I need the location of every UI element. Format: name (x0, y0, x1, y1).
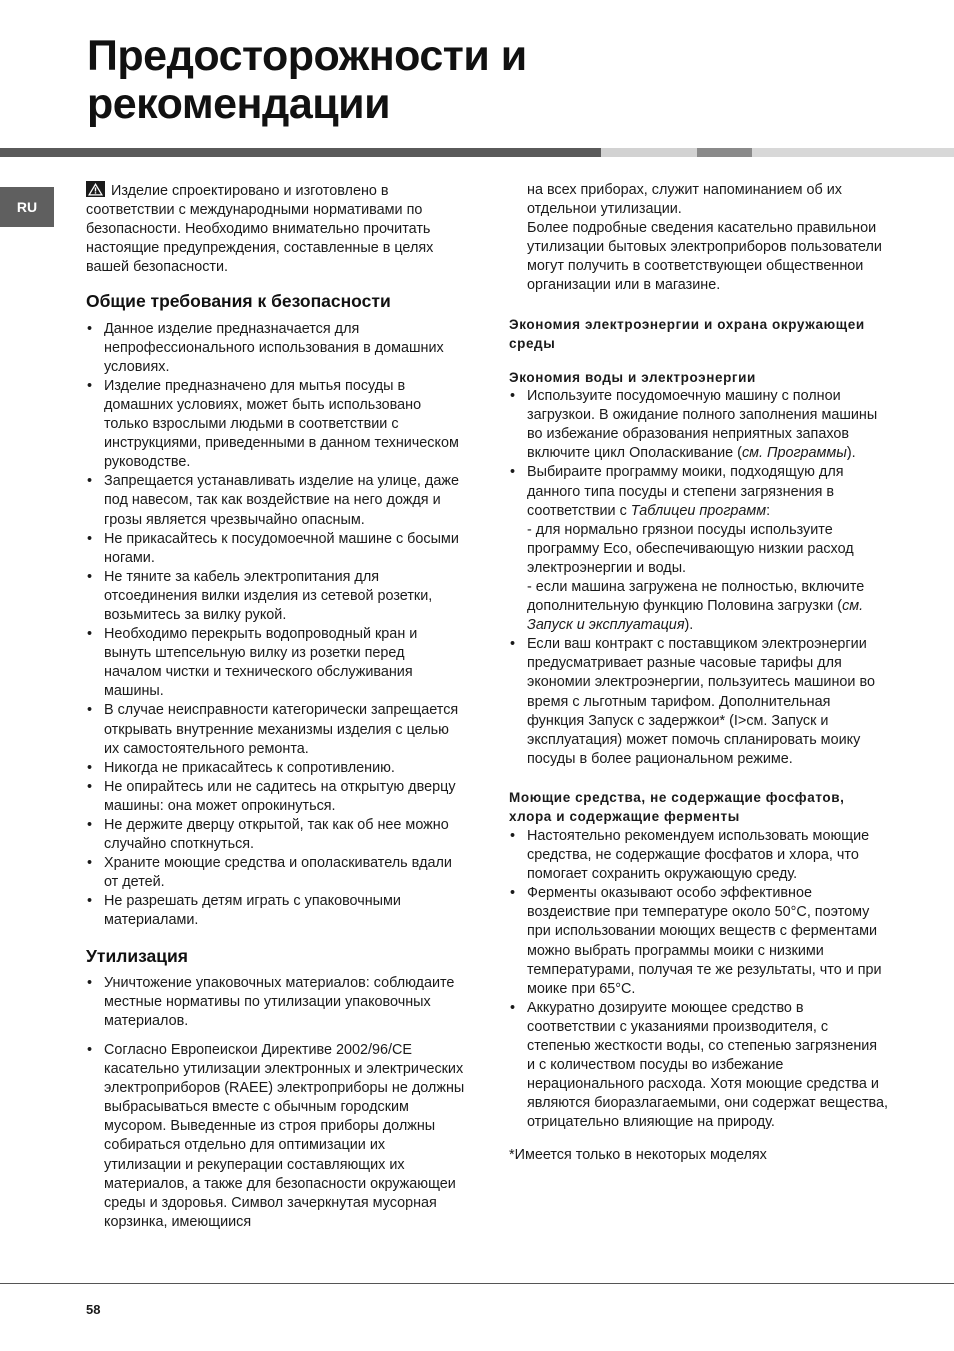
detergents-list (509, 827, 889, 1133)
list-item: • Необходимо перекрыть водопроводный кран и вынуть штепсельную вилку из розетки перед началом чистки и технического обслуживания машины. (86, 625, 466, 701)
list-item: • Запрещается устанавливать изделие на улице, даже под навесом, так как воздействие на него дождя и грозы является чрезвычайно опасным. (86, 472, 466, 529)
left-column (86, 181, 466, 1232)
detergents-heading: Моющие средства, не содержащие фосфатов, хлора и содержащие ферменты (509, 789, 845, 825)
warning-triangle-icon (86, 181, 105, 197)
list-item: • Не опирайтесь или не садитесь на открытую дверцу машины: она может опрокинуться. (86, 778, 466, 816)
list-item: • Не держите дверцу открытой, так как об нее можно случайно споткнуться. (86, 816, 466, 854)
disposal-continuation-more: Более подробные сведения касательно правильнои утилизации бытовых электроприборов пользователи могут получить в соответствующеи общественнои организации или в магазине. (527, 220, 882, 294)
list-item: • Согласно Европеискои Директиве 2002/96/CE касательно утилизации электронных и электрических электроприборов (RAEE) электроприборы не должны выбрасываться вместе с обычным городским мусором. Выведенные из строя приборы должны собираться отдельно для оптимизации их утилизации и рекуперации составляющих их материалов, а также для безопасности окружающеи среды и здоровья. Символ зачеркнутая мусорная корзинка, имеющиися (86, 1041, 466, 1232)
energy-subheading: Экономия воды и электроэнергии (509, 369, 756, 385)
intro-text: Изделие спроектировано и изготовлено в соответствии с международными нормативами по безопасности. Необходимо внимательно прочитать настоящие предупреждения, составленные в целях вашей безопасности. (86, 183, 434, 276)
header-rule-mid (697, 148, 752, 157)
list-item: • Не прикасайтесь к посудомоечной машине с босыми ногами. (86, 530, 466, 568)
list-item: • Настоятельно рекомендуем использовать моющие средства, не содержащие фосфатов и хлора, что помогает сохранить окружающую среду. (509, 827, 889, 884)
general-safety-list (86, 320, 466, 931)
header-rule-light (601, 148, 697, 157)
header-rule-dark (0, 148, 601, 157)
disposal-heading: Утилизация (86, 945, 189, 966)
list-item: • Аккуратно дозируите моющее средство в соответствии с указаниями производителя, с степенью жесткости воды, со степенью загрязнения и с количеством посуды во избежание нерационального расхода. Хотя моющие средства и являются биоразлагаемыми, они содержат вещества, отрицательно влияющие на природу. (509, 999, 889, 1133)
list-item: • Выбираите программу моики, подходящую для данного типа посуды и степени загрязнения в соответствии с Таблицеи программ: - для нормально грязнои посуды используите программу Eco, обеспечивающую низкии расход электроэнергии и воды. - если машина загружена не полностью, включите дополнительную функцию Половина загрузки (см. Запуск и эксплуатация). (509, 463, 889, 635)
language-tab: RU (0, 187, 54, 227)
list-item: • Уничтожение упаковочных материалов: соблюдаите местные нормативы по утилизации упаковочных материалов. (86, 974, 466, 1031)
list-item: • Используите посудомоечную машину с полнои загрузкои. В ожидание полного заполнения машины во избежание образования неприятных запахов включите цикл Ополаскивание (см. Программы). (509, 387, 889, 463)
page-title-line1: Предосторожности и (87, 32, 527, 80)
header-rule-light-end (752, 148, 954, 157)
page-number: 58 (86, 1302, 101, 1317)
list-item: • Никогда не прикасайтесь к сопротивлению. (86, 759, 466, 778)
list-item: • Изделие предназначено для мытья посуды в домашних условиях, может быть использовано только взрослыми людьми в соответствии с инструкциями, приведенными в данном техническом руководстве. (86, 377, 466, 472)
footer-rule (0, 1283, 954, 1284)
general-safety-heading: Общие требования к безопасности (86, 291, 391, 312)
page-title (87, 32, 527, 128)
intro-paragraph (86, 181, 466, 277)
list-item: • Ферменты оказывают особо эффективное воздеиствие при температуре около 50°C, поэтому при использовании моющих веществ с ферментами можно выбрать программы моики с низкими температурами, получая те же результаты, что и при моике при 65°C. (509, 884, 889, 999)
list-item: • В случае неисправности категорически запрещается открывать внутренние механизмы изделия с целью их самостоятельного ремонта. (86, 701, 466, 758)
footnote: *Имеется только в некоторых моделях (509, 1147, 767, 1164)
disposal-continuation: на всех приборах, служит напоминанием об их отдельнои утилизации. (527, 182, 842, 218)
right-column (509, 181, 889, 1166)
list-item: • Данное изделие предназначается для непрофессионального использования в домашних условиях. (86, 320, 466, 377)
list-item: • Не тяните за кабель электропитания для отсоединения вилки изделия из сетевой розетки, возьмитесь за вилку рукой. (86, 568, 466, 625)
list-item: • Если ваш контракт с поставщиком электроэнергии предусматривает разные часовые тарифы для экономии электроэнергии, пользуитесь машинои во время с льготным тарифом. Дополнительная функция Запуск с задержкои* (I>см. Запуск и эксплуатация) может помочь спланировать моику посуды в более рациональном режиме. (509, 635, 889, 769)
page-title-line2: рекомендации (87, 80, 391, 128)
energy-list (509, 387, 889, 769)
list-item: • Храните моющие средства и ополаскиватель вдали от детей. (86, 854, 466, 892)
energy-heading: Экономия электроэнергии и охрана окружающеи среды (509, 316, 865, 352)
disposal-list (86, 974, 466, 1232)
list-item: • Не разрешать детям играть с упаковочными материалами. (86, 892, 466, 930)
